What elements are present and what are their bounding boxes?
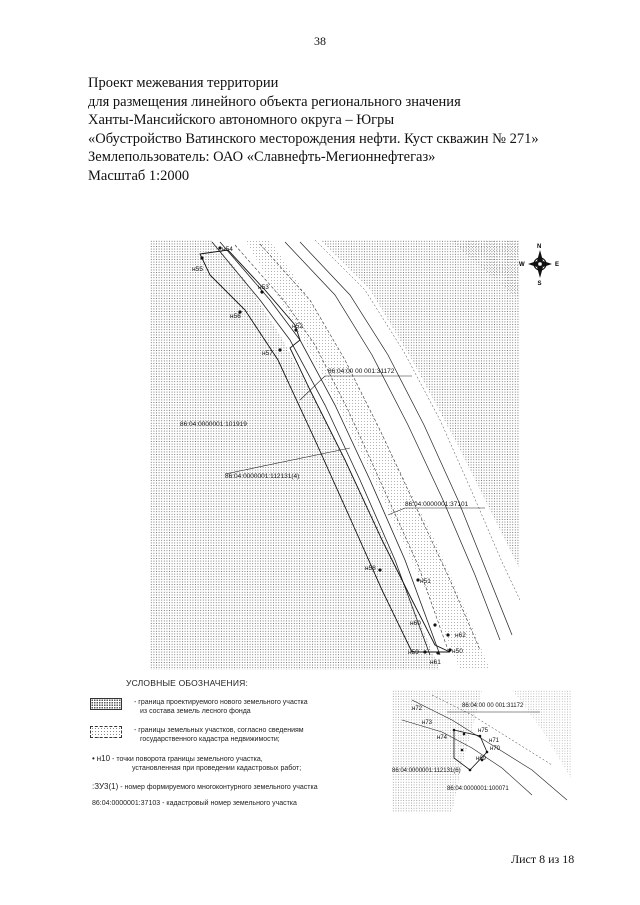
point-label-n50: н50 [452,648,463,655]
inset-point-n70: н70 [490,746,500,752]
point-label-n58: н58 [365,565,376,572]
point-label-n62: н62 [455,632,466,639]
legend-cadastral-number-symbol: 86:04:0000001:37103 [92,800,161,807]
point-label-n52: н52 [292,323,303,330]
legend-turning-point-symbol: н10 [96,754,111,763]
legend-item-multi-contour [92,782,318,792]
page-number: 38 [314,34,326,48]
legend-multi-contour-text: - номер формируемого многоконтурного земельного участка [120,784,318,791]
point-label-n51: н51 [420,578,431,585]
point-label-n56: н56 [230,313,241,320]
legend-item-cadastral-number [92,799,297,808]
inset-parcel-100071: 86:04:0000001:100071 [447,786,509,792]
title-line-1: Проект межевания территории [88,75,279,91]
legend-item-turning-point [92,754,301,773]
compass-north: N [537,244,542,250]
parcel-label-112131: 86:04:0000001:112131(4) [225,473,300,480]
point-label-n54: н54 [222,246,233,253]
legend-turning-point-line2: установленная при проведении кадастровых работ; [132,765,302,772]
legend-item-cadastre-line2: государственного кадастра недвижимости; [140,736,280,743]
survey-map [150,240,520,670]
legend-item-new-parcel-line2: из состава земель лесного фонда [140,708,251,715]
point-label-n53: н53 [258,284,269,291]
turning-point-icon: • [92,754,95,763]
legend-title: УСЛОВНЫЕ ОБОЗНАЧЕНИЯ: [126,678,249,688]
legend-swatch-new-parcel [90,698,122,710]
inset-point-n73: н73 [422,720,432,726]
point-label-n57: н57 [262,350,273,357]
compass-rose-icon [515,242,565,286]
title-line-4: «Обустройство Ватинского месторождения нефти. Куст скважин № 271» [88,130,539,147]
title-line-6: Масштаб 1:2000 [88,167,190,184]
inset-point-n74: н74 [437,735,447,741]
compass-south: S [537,281,542,286]
legend-swatch-cadastre-boundary [90,726,122,738]
title-line-5: Землепользователь: ОАО «Славнефть-Мегионнефтегаз» [88,149,436,166]
parcel-label-101919: 86:04:0000001:101919 [180,421,247,428]
compass-east: E [555,262,560,268]
parcel-label-37101: 86:04:0000001:37101 [405,501,469,508]
sheet-number: Лист 8 из 18 [511,852,575,866]
inset-parcel-31172: 86:04:00 00 001:31172 [462,703,524,709]
inset-map [392,690,572,812]
legend-turning-point-line1: - точки поворота границы земельного участка, [112,756,263,763]
inset-point-n75: н75 [478,728,488,734]
legend-item-cadastre-line1: - границы земельных участков, согласно сведениям [134,727,304,734]
document-title [88,74,608,186]
legend-item-new-parcel [134,698,308,716]
legend-item-new-parcel-line1: - граница проектируемого нового земельного участка [134,699,308,706]
point-label-n60: н60 [410,620,421,627]
inset-parcel-112131: 86:04:0000001:112131(6) [392,768,461,774]
point-label-n55: н55 [192,266,203,273]
point-label-n59: н59 [408,649,419,656]
legend-item-cadastre-boundary [134,726,304,744]
inset-point-n71: н71 [489,738,499,744]
legend-cadastral-number-text: - кадастровый номер земельного участка [162,800,297,807]
title-line-3: Ханты-Мансийского автономного округа – Югры [88,112,395,129]
title-line-2: для размещения линейного объекта регионального значения [88,93,461,110]
point-label-n61: н61 [430,659,441,666]
parcel-label-31172: 86:04:00 00 001:31172 [328,368,395,375]
legend-multi-contour-symbol: :ЗУ3(1) [92,782,119,791]
inset-point-n72: н72 [412,706,422,712]
compass-west: W [519,262,525,268]
inset-point-n69: н69 [476,756,486,762]
